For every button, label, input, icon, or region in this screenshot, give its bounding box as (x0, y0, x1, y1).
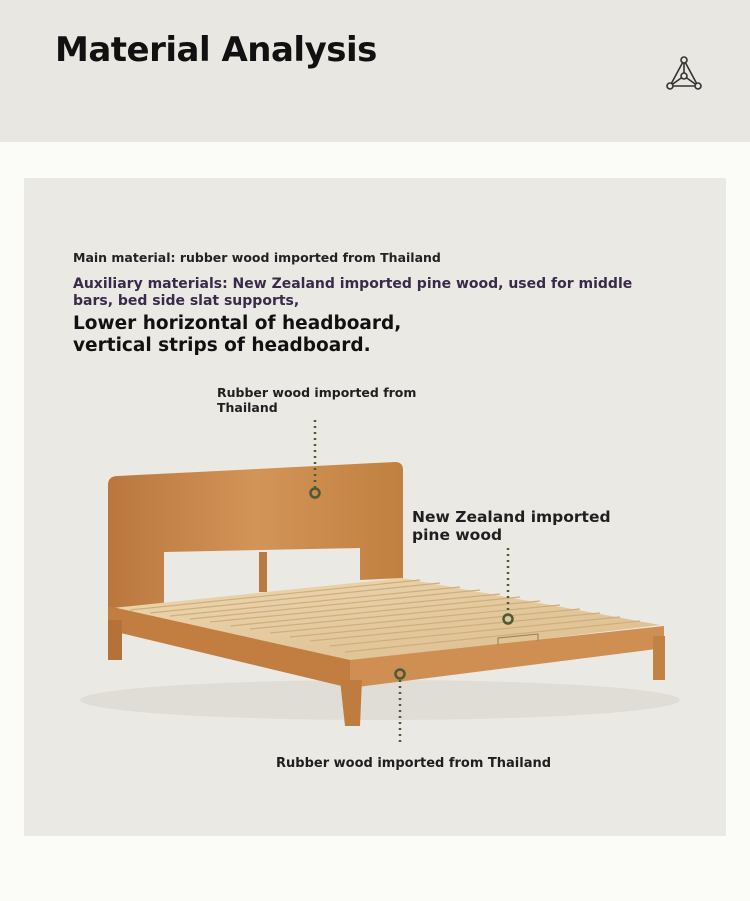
page-title: Material Analysis (55, 30, 377, 70)
headboard-callout: Rubber wood imported from Thailand (217, 385, 417, 415)
slats-callout: New Zealand imported pine wood (412, 508, 611, 544)
main-material-text: Main material: rubber wood imported from Thailand (73, 250, 441, 265)
auxiliary-material-text: Auxiliary materials: New Zealand imported pine wood, used for middle bars, bed side slat supports, (73, 276, 633, 309)
frame-callout: Rubber wood imported from Thailand (276, 756, 552, 771)
headboard-parts-text: Lower horizontal of headboard, vertical strips of headboard. (73, 313, 402, 356)
